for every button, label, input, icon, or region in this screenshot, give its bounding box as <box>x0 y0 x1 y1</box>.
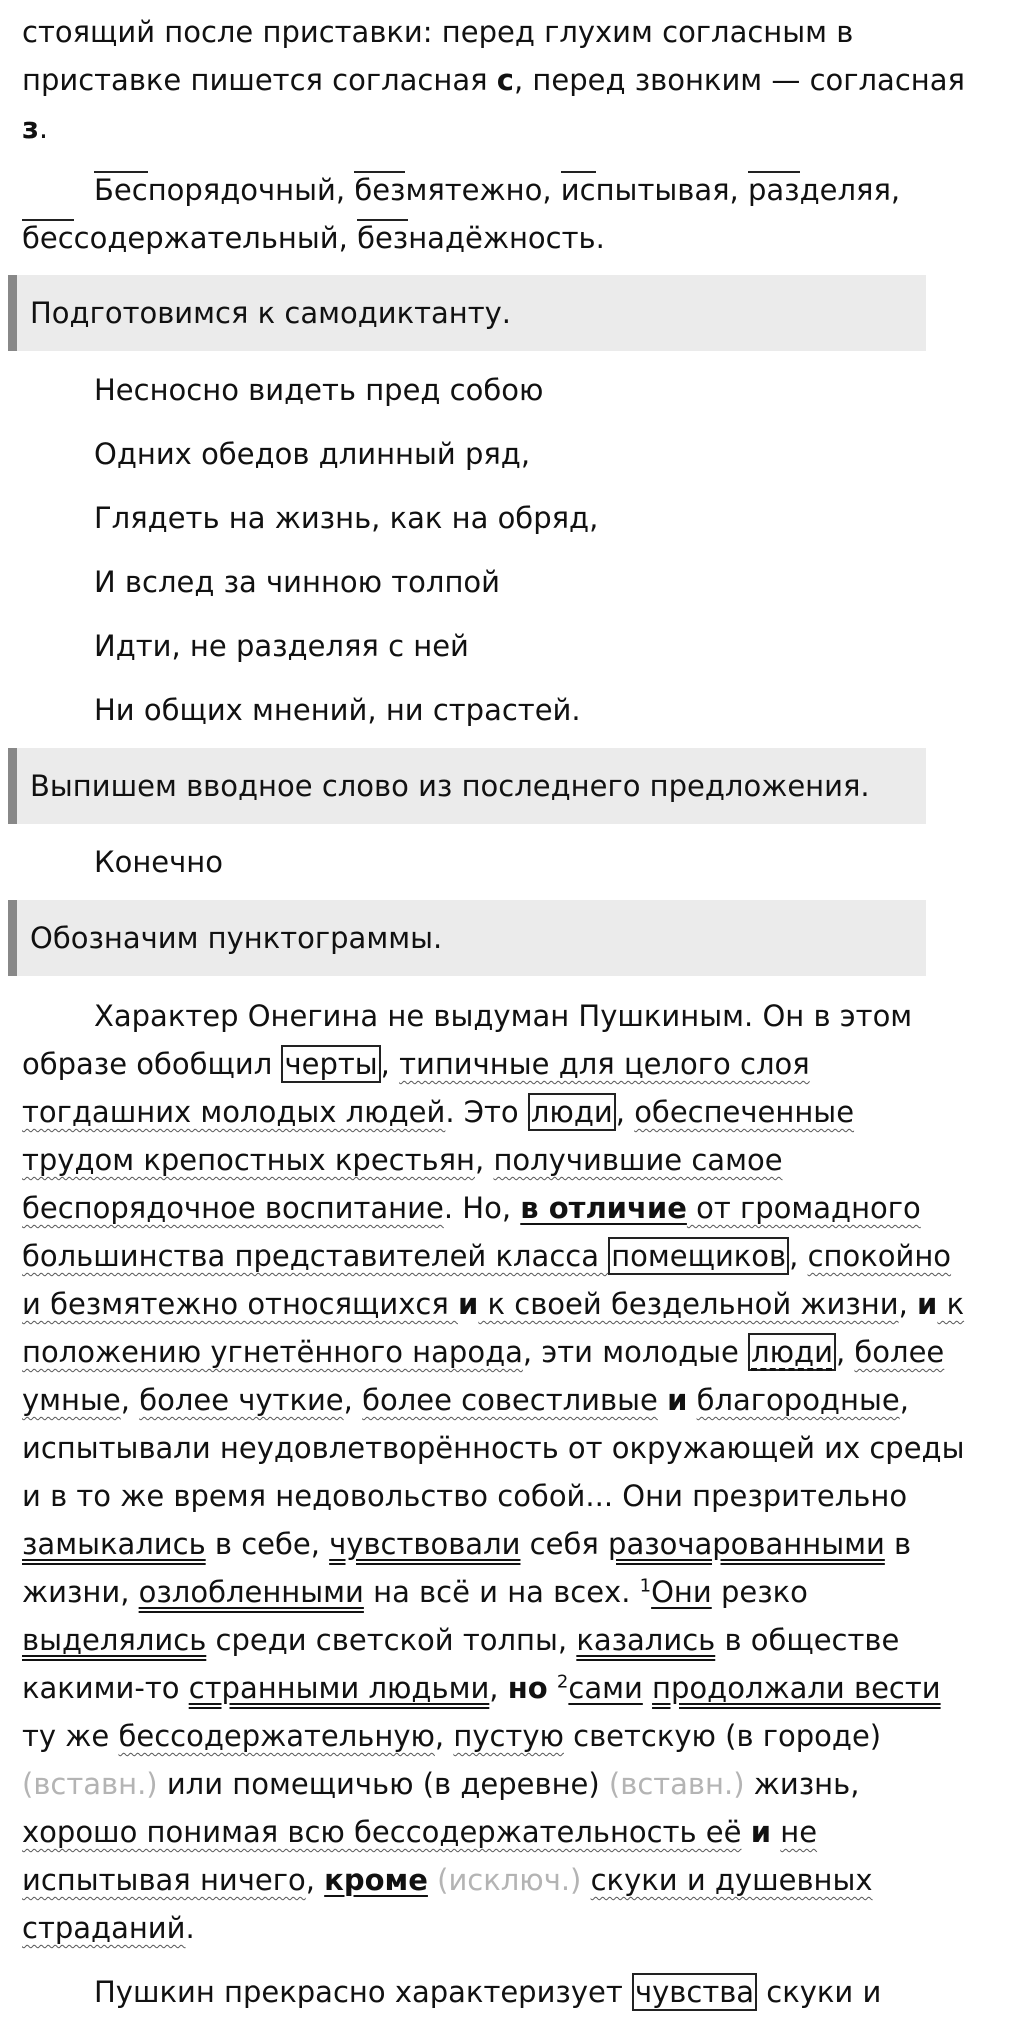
attribute-phrase: большинства представителей класса <box>22 1239 609 1273</box>
text: Несносно видеть пред собою <box>94 373 544 407</box>
text-line <box>22 1856 958 1904</box>
text-line <box>22 1280 965 1328</box>
text: , <box>898 1287 918 1321</box>
text <box>643 1671 652 1705</box>
attribute-phrase: трудом крепостных крестьян <box>22 1143 475 1177</box>
attribute-phrase: обеспеченные <box>634 1095 855 1129</box>
text: жизнь, <box>744 1767 860 1801</box>
attribute-phrase: пустую <box>453 1719 564 1753</box>
text: скуки и <box>757 1975 882 2009</box>
text-line <box>22 1424 965 1472</box>
text: жизни, <box>22 1575 139 1609</box>
text: деляя, <box>799 173 901 207</box>
text: Характер Онегина не выдуман Пушкиным. Он в этом <box>94 999 913 1033</box>
text: Ни общих мнений, ни страстей. <box>94 693 581 727</box>
predicate: казались <box>576 1623 716 1657</box>
text: ту же <box>22 1719 119 1753</box>
text-line <box>22 1136 958 1184</box>
text: Глядеть на жизнь, как на обряд, <box>94 501 599 535</box>
conjunction: и <box>917 1287 938 1321</box>
poem-line <box>94 686 1030 734</box>
prefix: ис <box>560 173 596 207</box>
text: , <box>120 1383 140 1417</box>
poem-line <box>94 366 1030 414</box>
boxed-word: помещиков <box>608 1237 789 1275</box>
text: , <box>789 1239 808 1273</box>
attribute-phrase: типичные для целого слоя <box>399 1047 810 1081</box>
text-line <box>22 1520 958 1568</box>
text-line <box>94 992 1030 1040</box>
text: испытывали неудовлетворённость от окружающей их среды <box>22 1431 965 1465</box>
text-line <box>22 1568 958 1616</box>
predicate: озлобленными <box>138 1575 364 1609</box>
conjunction: но <box>507 1671 548 1705</box>
attribute-phrase: более чуткие <box>139 1383 344 1417</box>
predicate: странными людьми <box>188 1671 490 1705</box>
text-line <box>22 1904 958 1952</box>
poem-line <box>94 430 1030 478</box>
text: образе обобщил <box>22 1047 282 1081</box>
text: , <box>305 1863 325 1897</box>
text: и в то же время недовольство собой... Они презрительно <box>22 1479 908 1513</box>
task-bar-prepare <box>8 275 926 351</box>
boxed-word: люди <box>748 1333 836 1371</box>
text: в обществе <box>715 1623 900 1657</box>
text: . <box>185 1911 195 1945</box>
boxed-word: чувства <box>632 1973 757 2011</box>
predicate: замыкались <box>22 1527 206 1561</box>
text: , <box>899 1383 909 1417</box>
conjunction: и <box>667 1383 688 1417</box>
attribute-phrase: благородные <box>696 1383 900 1417</box>
preposition: кроме <box>324 1863 428 1897</box>
text: какими-то <box>22 1671 189 1705</box>
attribute-phrase: умные <box>22 1383 121 1417</box>
text <box>581 1863 590 1897</box>
prefix: без <box>354 173 406 207</box>
text-line <box>22 1376 958 1424</box>
text: Пушкин прекрасно характеризует <box>94 1975 632 2009</box>
intro-line-1 <box>22 8 958 56</box>
attribute-phrase: более <box>854 1335 945 1369</box>
boxed-word: черты <box>281 1045 380 1083</box>
task-bar-punct <box>8 900 926 976</box>
subject: сами <box>568 1671 643 1705</box>
text: светскую (в городе) <box>563 1719 882 1753</box>
participial-phrase: испытывая ничего <box>22 1863 306 1897</box>
annotation-note: (вставн.) <box>608 1767 745 1801</box>
attribute-phrase: беспорядочное воспитание <box>22 1191 444 1225</box>
text: в <box>884 1527 912 1561</box>
task-bar-intro-word <box>8 748 926 824</box>
text: , <box>835 1335 855 1369</box>
text-line <box>22 1232 958 1280</box>
answer-word: Конечно <box>94 845 223 879</box>
prefix: Бес <box>94 173 148 207</box>
prefix: без <box>357 221 409 255</box>
answer-line <box>94 838 1030 886</box>
predicate: продолжали вести <box>652 1671 941 1705</box>
attribute-phrase: скуки и душевных <box>590 1863 873 1897</box>
predicate: чувствовали <box>329 1527 521 1561</box>
text: , перед звонким — согласная <box>513 63 965 97</box>
attribute-phrase: к <box>937 1287 965 1321</box>
text-line <box>22 1664 958 1712</box>
text: надёжность. <box>408 221 605 255</box>
text <box>548 1671 557 1705</box>
attribute-phrase: спокойно <box>807 1239 952 1273</box>
text: И вслед за чинною толпой <box>94 565 500 599</box>
text: . Это <box>445 1095 528 1129</box>
attribute-phrase: от громадного <box>686 1191 921 1225</box>
example-words-line-2 <box>22 214 958 262</box>
text-line <box>22 1472 958 1520</box>
subject: Они <box>651 1575 712 1609</box>
prefix: раз <box>748 173 800 207</box>
prefix: бес <box>22 221 74 255</box>
intro-line-3 <box>22 104 958 152</box>
attribute-phrase: бессодержательную <box>118 1719 435 1753</box>
text: Одних обедов длинный ряд, <box>94 437 531 471</box>
text: Идти, не разделяя с ней <box>94 629 469 663</box>
text: содержательный, <box>73 221 358 255</box>
participial-phrase: хорошо понимая всю бессодержательность её <box>22 1815 742 1849</box>
footnote-marker: 1 <box>639 1575 652 1597</box>
text-line <box>22 1808 958 1856</box>
boxed-word: люди <box>528 1093 616 1131</box>
poem-line <box>94 558 1030 606</box>
attribute-phrase: более совестливые <box>362 1383 658 1417</box>
text-line <box>94 1968 1030 2016</box>
text: среди светской толпы, <box>206 1623 577 1657</box>
text: , <box>343 1383 363 1417</box>
text: в себе, <box>205 1527 330 1561</box>
attribute-phrase: положению угнетённого народа <box>22 1335 523 1369</box>
text: стоящий после приставки: перед глухим согласным в <box>22 15 854 49</box>
attribute-phrase: тогдашних молодых людей <box>22 1095 446 1129</box>
text-line <box>22 1328 958 1376</box>
text: , <box>615 1095 635 1129</box>
text: , <box>489 1671 508 1705</box>
text: , <box>434 1719 454 1753</box>
attribute-phrase: получившие самое <box>493 1143 783 1177</box>
predicate: разочарованными <box>608 1527 885 1561</box>
text: , <box>380 1047 400 1081</box>
poem-line <box>94 494 1030 542</box>
text: . Но, <box>443 1191 521 1225</box>
letter-s: с <box>496 63 514 97</box>
task-title: Подготовимся к самодиктанту. <box>30 296 512 330</box>
example-words-line-1 <box>94 166 1030 214</box>
text <box>687 1383 696 1417</box>
annotation-note: (вставн.) <box>22 1767 158 1801</box>
text <box>658 1383 667 1417</box>
task-title: Выпишем вводное слово из последнего предложения. <box>30 769 870 803</box>
preposition: в отличие <box>520 1191 687 1225</box>
footnote-marker: 2 <box>556 1671 569 1693</box>
text-line <box>22 1616 958 1664</box>
text: мятежно, <box>405 173 561 207</box>
text: , эти молодые <box>522 1335 749 1369</box>
text-line <box>22 1712 958 1760</box>
task-title: Обозначим пунктограммы. <box>30 921 443 955</box>
text-line <box>22 1760 958 1808</box>
attribute-phrase: страданий <box>22 1911 186 1945</box>
intro-line-2 <box>22 56 965 104</box>
text <box>742 1815 751 1849</box>
text: . <box>38 111 49 145</box>
text: на всё и на всех. <box>363 1575 640 1609</box>
text: или помещичью (в деревне) <box>157 1767 609 1801</box>
text: приставке пишется согласная <box>22 63 497 97</box>
conjunction: и <box>750 1815 772 1849</box>
letter-z: з <box>22 111 39 145</box>
text: , <box>475 1143 494 1177</box>
predicate: выделялись <box>22 1623 207 1657</box>
text: себя <box>520 1527 609 1561</box>
text-line <box>22 1040 958 1088</box>
participial-phrase: не <box>780 1815 818 1849</box>
conjunction: и <box>457 1287 479 1321</box>
text: резко <box>711 1575 808 1609</box>
attribute-phrase: к своей бездельной жизни <box>478 1287 899 1321</box>
text-line <box>22 1184 958 1232</box>
text <box>771 1815 780 1849</box>
annotation-note: (исключ.) <box>437 1863 582 1897</box>
text: пытывая, <box>595 173 748 207</box>
attribute-phrase: и безмятежно относящихся <box>22 1287 458 1321</box>
text: порядочный, <box>147 173 355 207</box>
text <box>428 1863 437 1897</box>
text-line <box>22 1088 958 1136</box>
poem-line <box>94 622 1030 670</box>
